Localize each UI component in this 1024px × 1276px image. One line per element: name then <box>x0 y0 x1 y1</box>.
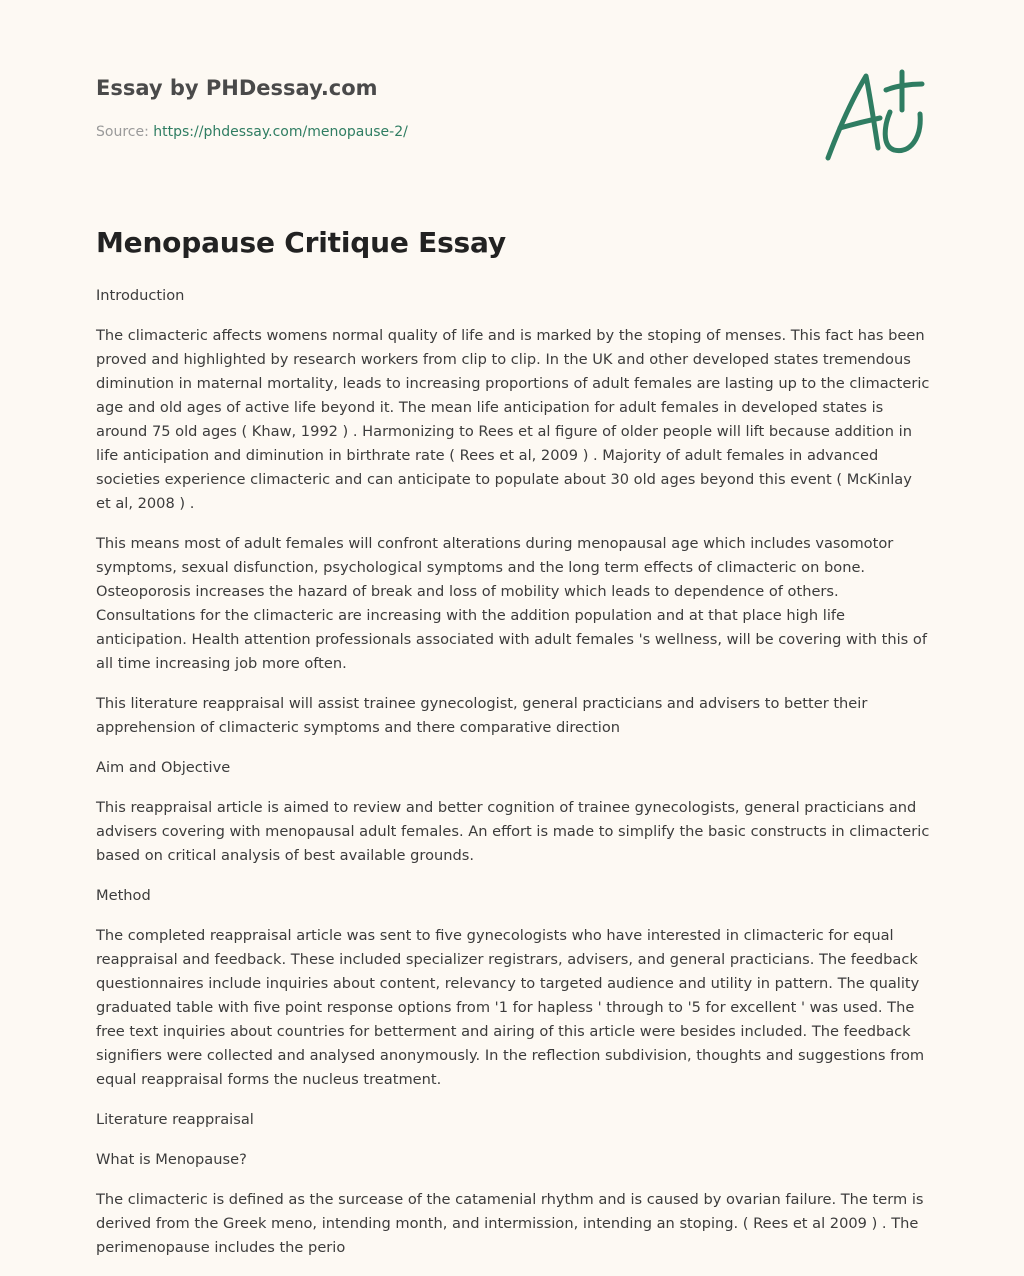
paragraph: This literature reappraisal will assist trainee gynecologist, general practicians and advisers to better their apprehension of climacteric symptoms and there comparative direction <box>96 695 868 736</box>
source-label: Source: <box>96 124 149 140</box>
paragraph: The climacteric is defined as the surcease of the catamenial rhythm and is caused by ovarian failure. The term is derived from the Greek meno, intending month, and intermission, intending an stoping. ( Rees et al 2009 ) . The perimenopause includes the perio <box>96 1191 924 1256</box>
source-link[interactable]: https://phdessay.com/menopause-2/ <box>153 124 408 140</box>
paragraph: The climacteric affects womens normal quality of life and is marked by the stoping of menses. This fact has been proved and highlighted by research workers from clip to clip. In the UK and other developed states tremendous diminution in maternal mortality, leads to increasing proportions of adult females are lasting up to the climacteric age and old ages of active life beyond it. The mean life anticipation for adult females in developed states is around 75 old ages ( Khaw, 1992 ) . Harmonizing to Rees et al figure of older people will lift because addition in life anticipation and diminution in birthrate rate ( Rees et al, 2009 ) . Majority of adult females in advanced societies experience climacteric and can anticipate to populate about 30 old ages beyond this event ( McKinlay et al, 2008 ) . <box>96 327 930 512</box>
essay-title: Menopause Critique Essay <box>96 226 506 259</box>
paragraph: This reappraisal article is aimed to review and better cognition of trainee gynecologists, general practicians and advisers covering with menopausal adult females. An effort is made to simplify the basic constructs in climacteric based on critical analysis of best available grounds. <box>96 799 930 864</box>
essay-body <box>96 284 930 1276</box>
paragraph-heading-literature: Literature reappraisal <box>96 1111 254 1128</box>
paragraph: The completed reappraisal article was sent to five gynecologists who have interested in climacteric for equal reappraisal and feedback. These included specializer registrars, advisers, and general practicians. The feedback questionnaires include inquiries about content, relevancy to targeted audience and utility in pattern. The quality graduated table with five point response options from '1 for hapless ' through to '5 for excellent ' was used. The free text inquiries about countries for betterment and airing of this article were besides included. The feedback signifiers were collected and analysed anonymously. In the reflection subdivision, thoughts and suggestions from equal reappraisal forms the nucleus treatment. <box>96 927 925 1088</box>
a-plus-logo-icon <box>820 66 930 166</box>
paragraph-heading-what-is-menopause: What is Menopause? <box>96 1151 247 1168</box>
source-line <box>96 124 408 140</box>
paragraph-heading-aim: Aim and Objective <box>96 759 231 776</box>
paragraph-heading-introduction: Introduction <box>96 287 185 304</box>
site-title: Essay by PHDessay.com <box>96 76 378 100</box>
paragraph: This means most of adult females will confront alterations during menopausal age which includes vasomotor symptoms, sexual disfunction, psychological symptoms and the long term effects of climacteric on bone. Osteoporosis increases the hazard of break and loss of mobility which leads to dependence of others. Consultations for the climacteric are increasing with the addition population and at that place high life anticipation. Health attention professionals associated with adult females 's wellness, will be covering with this of all time increasing job more often. <box>96 535 927 672</box>
paragraph-heading-method: Method <box>96 887 151 904</box>
